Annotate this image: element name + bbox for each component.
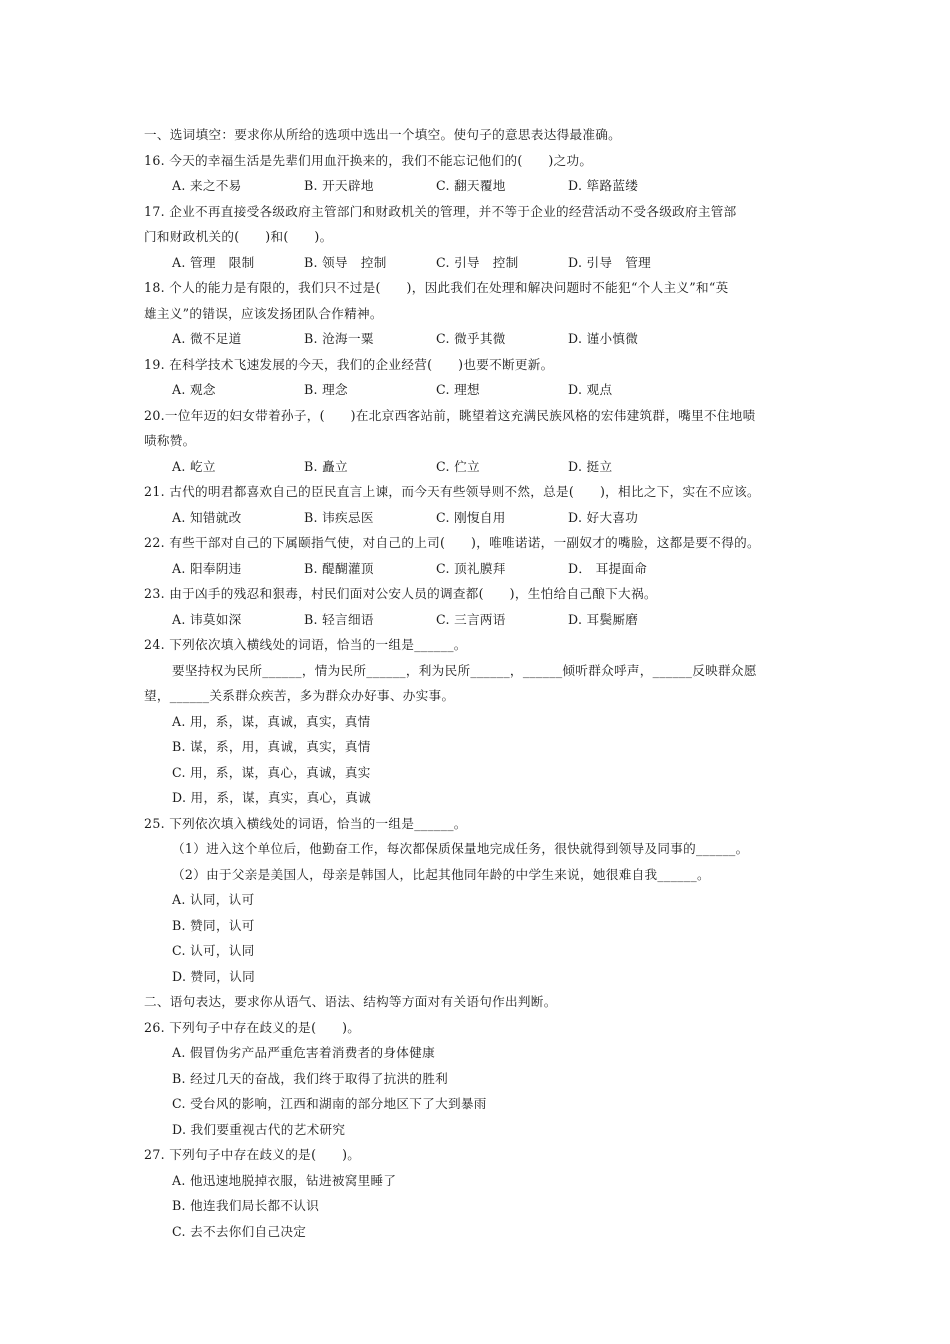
option-b: B. 轻言细语 [304, 611, 374, 627]
option-b: B. 赞同，认可 [172, 917, 255, 933]
question-27-stem: 27. 下列句子中存在歧义的是( )。 [144, 1147, 361, 1162]
option-c: C. 三言两语 [436, 611, 506, 627]
question-17-options [144, 250, 814, 276]
option-a: A. 观念 [172, 382, 216, 397]
question-24-passage: 要坚持权为民所______，情为民所______，利为民所______，______倾听群众呼声，______反映群众愿 [172, 662, 757, 678]
option-d: D. 好大喜功 [568, 509, 639, 525]
option-b: B. 矗立 [304, 458, 348, 474]
option-c: C. 用，系，谋，真心，真诚，真实 [172, 764, 371, 780]
question-25-stem: 25. 下列依次填入横线处的词语，恰当的一组是______。 [144, 815, 467, 831]
question-24-stem: 24. 下列依次填入横线处的词语，恰当的一组是______。 [144, 637, 467, 652]
option-c: C. 引导 控制 [436, 254, 519, 270]
option-a: A. 他迅速地脱掉衣服，钻进被窝里睡了 [172, 1172, 397, 1188]
question-19-stem: 19. 在科学技术飞速发展的今天，我们的企业经营( )也要不断更新。 [144, 356, 554, 372]
question-21-options [144, 505, 814, 531]
question-19-options [144, 377, 814, 403]
question-18-stem-cont: 雄主义”的错误，应该发扬团队合作精神。 [144, 305, 383, 321]
option-d: D. 挺立 [568, 458, 613, 474]
question-25-sub-2: （2）由于父亲是美国人，母亲是韩国人，比起其他同年龄的中学生来说，她很难自我______。 [172, 866, 710, 882]
option-a: A. 屹立 [172, 458, 216, 474]
option-c: C. 理想 [436, 382, 480, 397]
option-a: A. 认同，认可 [172, 892, 255, 907]
question-26-stem: 26. 下列句子中存在歧义的是( )。 [144, 1019, 361, 1035]
option-d: D. 谨小慎微 [568, 331, 639, 346]
option-d: D. 筚路蓝缕 [568, 178, 639, 193]
option-c: C. 刚愎自用 [436, 509, 506, 525]
question-23-options [144, 607, 814, 633]
option-d: D. 耳鬓厮磨 [568, 611, 639, 627]
option-a: A. 微不足道 [172, 331, 242, 346]
option-a: A. 阳奉阴违 [172, 560, 242, 576]
option-d: D. 用，系，谋，真实，真心，真诚 [172, 790, 372, 805]
option-a: A. 用，系，谋，真诚，真实，真情 [172, 713, 371, 729]
question-22-options [144, 556, 814, 582]
option-d: D. 我们要重视古代的艺术研究 [172, 1121, 346, 1137]
option-c: C. 微乎其微 [436, 331, 506, 346]
option-b: B. 他连我们局长都不认识 [172, 1198, 320, 1213]
question-23-stem: 23. 由于凶手的残忍和狠毒，村民们面对公安人员的调查都( )，生怕给自己酿下大祸。 [144, 586, 657, 601]
question-18-stem: 18. 个人的能力是有限的，我们只不过是( )，因此我们在处理和解决问题时不能犯“个人主义”和“英 [144, 280, 729, 295]
option-b: B. 谋，系，用，真诚，真实，真情 [172, 739, 371, 754]
section-heading-1: 一、选词填空：要求你从所给的选项中选出一个填空。使句子的意思表达得最准确。 [144, 127, 622, 142]
option-b: B. 开天辟地 [304, 178, 374, 193]
question-17-stem-cont: 门和财政机关的( )和( )。 [144, 229, 333, 244]
option-c: C. 去不去你们自己决定 [172, 1223, 307, 1239]
question-20-stem-cont: 啧称赞。 [144, 433, 196, 448]
document-page [144, 122, 814, 1244]
option-a: A. 管理 限制 [172, 254, 255, 270]
option-d: D． 耳提面命 [568, 560, 648, 576]
option-b: B. 经过几天的奋战，我们终于取得了抗洪的胜利 [172, 1070, 449, 1086]
option-c: C. 顶礼膜拜 [436, 560, 506, 576]
option-d: D. 观点 [568, 382, 613, 397]
option-c: C. 伫立 [436, 458, 480, 474]
question-20-options [144, 454, 814, 480]
question-25-sub-1: （1）进入这个单位后，他勤奋工作，每次都保质保量地完成任务，很快就得到领导及同事的______。 [172, 841, 749, 856]
option-a: A. 知错就改 [172, 509, 242, 525]
option-b: B. 沧海一粟 [304, 331, 374, 346]
question-22-stem: 22. 有些干部对自己的下属颐指气使，对自己的上司( )，唯唯诺诺，一副奴才的嘴脸，这都是要不得的。 [144, 535, 760, 550]
option-c: C. 认可，认同 [172, 943, 255, 958]
option-b: B. 醍醐灌顶 [304, 560, 374, 576]
question-16-options [144, 173, 814, 199]
question-20-stem: 20.一位年迈的妇女带着孙子，( )在北京西客站前，眺望着这充满民族风格的宏伟建筑群，嘴里不住地啧 [144, 407, 756, 423]
option-a: A. 假冒伪劣产品严重危害着消费者的身体健康 [172, 1045, 435, 1060]
option-b: B. 领导 控制 [304, 254, 387, 270]
question-16-stem: 16. 今天的幸福生活是先辈们用血汗换来的，我们不能忘记他们的( )之功。 [144, 152, 593, 168]
question-17-stem: 17. 企业不再直接受各级政府主管部门和财政机关的管理，并不等于企业的经营活动不受各级政府主管部 [144, 203, 737, 219]
option-d: D. 引导 管理 [568, 254, 652, 270]
option-d: D. 赞同，认同 [172, 968, 256, 984]
question-24-passage-cont: 望，______关系群众疾苦，多为群众办好事、办实事。 [144, 688, 455, 703]
question-18-options [144, 326, 814, 352]
option-c: C. 翻天覆地 [436, 178, 506, 193]
section-heading-2: 二、语句表达，要求你从语气、语法、结构等方面对有关语句作出判断。 [144, 994, 557, 1009]
option-c: C. 受台风的影响，江西和湖南的部分地区下了大到暴雨 [172, 1096, 487, 1111]
option-b: B. 理念 [304, 382, 348, 397]
option-b: B. 讳疾忌医 [304, 509, 374, 525]
option-a: A. 讳莫如深 [172, 611, 242, 627]
question-21-stem: 21. 古代的明君都喜欢自己的臣民直言上谏，而今天有些领导则不然，总是( )，相比之下，实在不应该。 [144, 484, 760, 499]
option-a: A. 来之不易 [172, 178, 242, 193]
